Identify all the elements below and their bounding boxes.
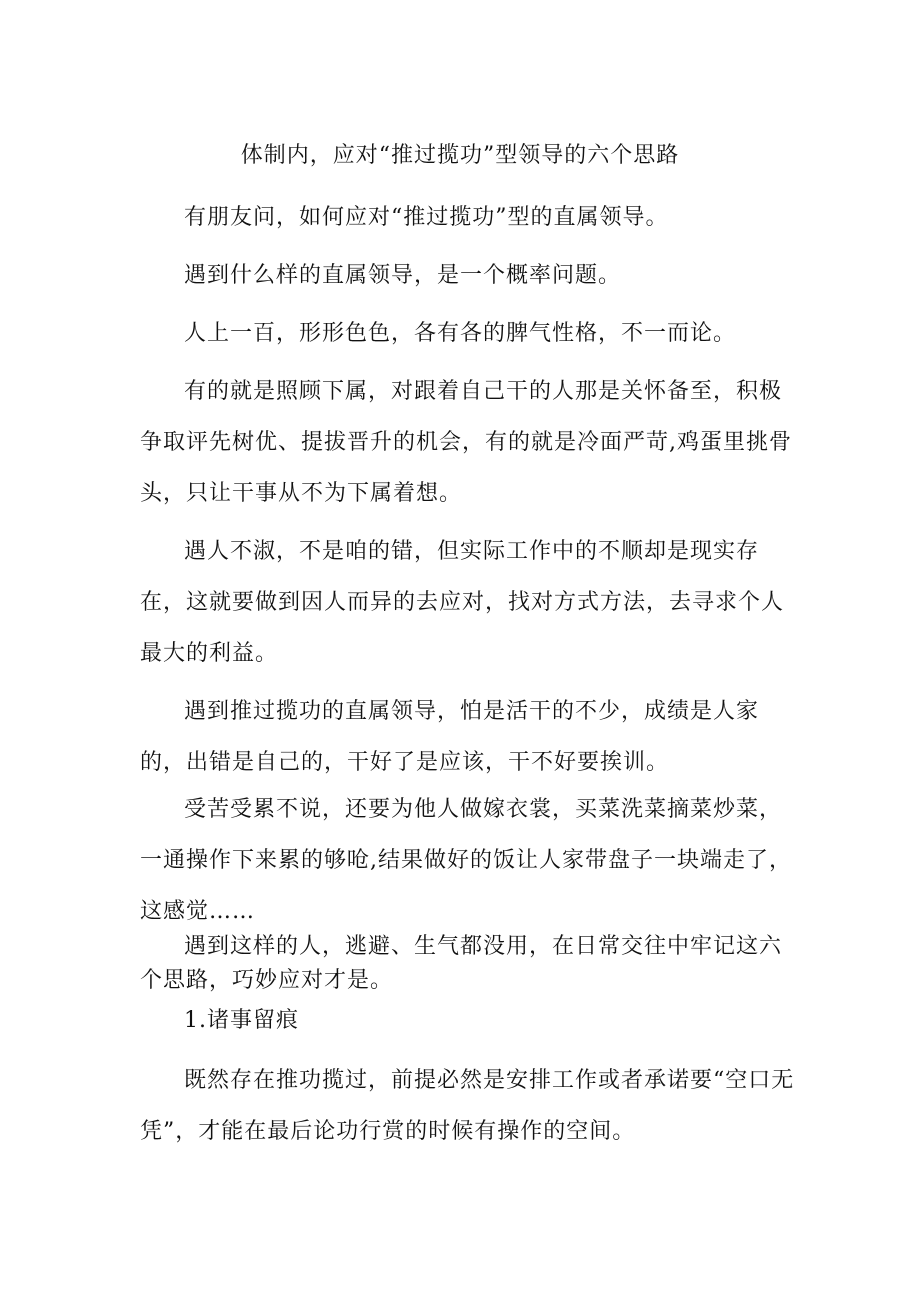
paragraph-2: 遇到什么样的直属领导，是一个概率问题。 xyxy=(184,263,622,288)
paragraph-8: 遇到这样的人，逃避、生气都没用，在日常交往中牢记这六个思路，巧妙应对才是。 xyxy=(140,934,783,993)
paragraph-5: 遇人不淑，不是咱的错，但实际工作中的不顺却是现实存在，这就要做到因人而异的去应对，找对方式方法，去寻求个人最大的利益。 xyxy=(140,539,785,666)
section-heading-1: 1.诸事留痕 xyxy=(184,1008,299,1033)
paragraph-3: 人上一百，形形色色，各有各的脾气性格，不一而论。 xyxy=(184,321,737,346)
paragraph-7: 受苦受累不说，还要为他人做嫁衣裳，买菜洗菜摘菜炒菜，一通操作下来累的够呛,结果做好的饭让人家带盘子一块端走了，这感觉…… xyxy=(140,797,792,924)
document-title: 体制内，应对“推过揽功”型领导的六个思路 xyxy=(240,143,680,168)
paragraph-6: 遇到推过揽功的直属领导，怕是活干的不少，成绩是人家的，出错是自己的，干好了是应该，干不好要挨训。 xyxy=(140,699,760,775)
paragraph-4: 有的就是照顾下属，对跟着自己干的人那是关怀备至，积极争取评先树优、提拔晋升的机会，有的就是冷面严苛,鸡蛋里挑骨头，只让干事从不为下属着想。 xyxy=(140,379,792,506)
paragraph-9: 既然存在推功揽过，前提必然是安排工作或者承诺要“空口无凭”，才能在最后论功行赏的时候有操作的空间。 xyxy=(140,1068,795,1144)
paragraph-1: 有朋友问，如何应对“推过揽功”型的直属领导。 xyxy=(184,205,669,230)
